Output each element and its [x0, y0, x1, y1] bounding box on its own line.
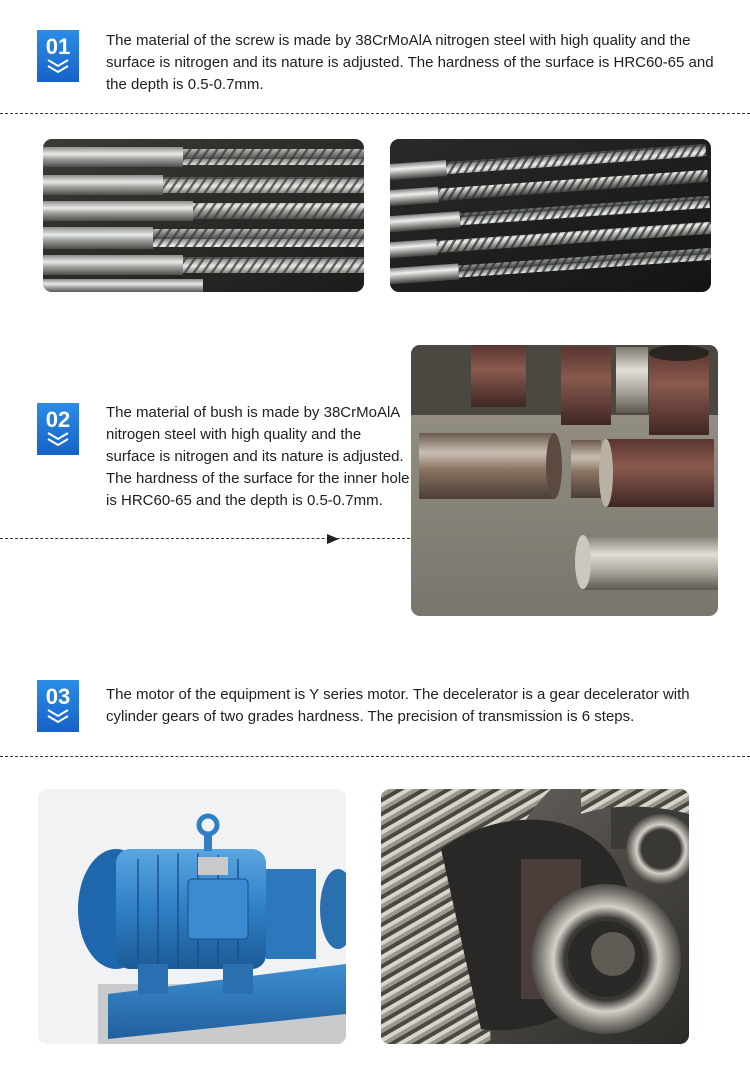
- double-chevron-down-icon: [45, 58, 71, 74]
- double-chevron-down-icon: [45, 708, 71, 724]
- section-01-text: The material of the screw is made by 38CrMoAlA nitrogen steel with high quality and the surface is nitrogen and its nature is adjusted. The hardness of the surface is HRC60-65 and the depth is 0.5-0.7mm.: [106, 32, 714, 93]
- section-03-text: The motor of the equipment is Y series motor. The decelerator is a gear decelerator with cylinder gears of two grades hardness. The precision of transmission is 6 steps.: [106, 686, 690, 725]
- bush-photo: [411, 345, 718, 616]
- section-02-number: 02: [45, 407, 71, 432]
- arrow-right-icon: [327, 534, 339, 544]
- section-02-text: The material of bush is made by 38CrMoAlA nitrogen steel with high quality and the surface is nitrogen and its nature is adjusted. The hardness of the surface for the inner hole is HRC60-65 and the depth is 0.5-0.7mm.: [106, 404, 410, 509]
- divider-02: [0, 538, 410, 539]
- screws-photo-right: [390, 139, 711, 292]
- section-03-badge: [37, 680, 79, 732]
- divider-01: [0, 113, 750, 114]
- section-01-badge: [37, 30, 79, 82]
- gear-decelerator-photo: [381, 789, 689, 1044]
- motor-photo: [38, 789, 346, 1044]
- section-01-number: 01: [45, 34, 71, 59]
- screws-photo-left: [43, 139, 364, 292]
- divider-03: [0, 756, 750, 757]
- section-03-number: 03: [45, 684, 71, 709]
- section-02-badge: [37, 403, 79, 455]
- double-chevron-down-icon: [45, 431, 71, 447]
